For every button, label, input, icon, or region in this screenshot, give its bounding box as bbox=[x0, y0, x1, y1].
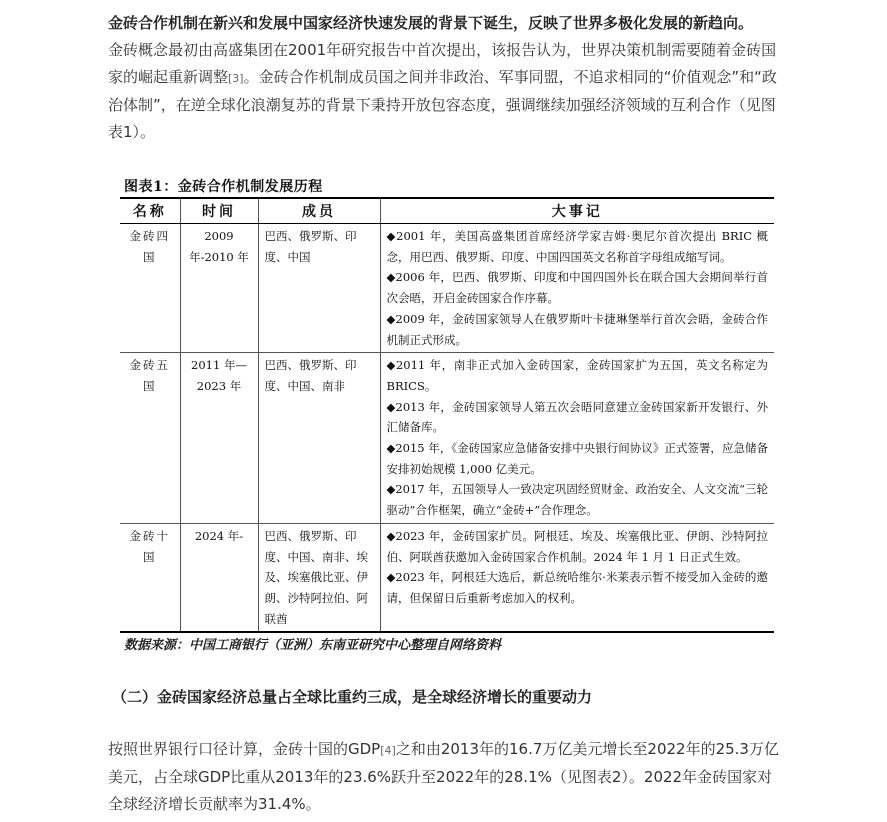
row-members: 巴西、俄罗斯、印度、中国、南非、埃及、埃塞俄比亚、伊朗、沙特阿拉伯、阿联酋 bbox=[258, 523, 380, 632]
section-body-part2: 之和由2013年的16.7万亿美元增长至2022年的25.3万亿美元，占全球GDP比重从2013年的23.6%跃升至2022年的28.1%（见图表2）。2022年金砖国家对全球经济增长贡献率为31.4%。 bbox=[108, 740, 779, 813]
row-time: 2011 年—2023 年 bbox=[180, 353, 258, 524]
header-name: 名称 bbox=[120, 198, 180, 224]
event-item: ◆2001 年，美国高盛集团首席经济学家吉姆·奥尼尔首次提出 BRIC 概念，用巴西、俄罗斯、印度、中国四国英文名称首字母组成缩写词。 bbox=[386, 229, 768, 264]
table-row bbox=[120, 353, 774, 524]
row-events bbox=[380, 353, 774, 524]
reference-link-4[interactable]: [4] bbox=[380, 744, 396, 757]
row-time: 2024 年- bbox=[180, 523, 258, 632]
header-events: 大事记 bbox=[380, 198, 774, 224]
event-item: ◆2023 年，阿根廷大选后，新总统哈维尔·米莱表示暂不接受加入金砖的邀请，但保留日后重新考虑加入的权利。 bbox=[386, 570, 768, 605]
intro-body-part2: 。金砖合作机制成员国之间并非政治、军事同盟，不追求相同的“价值观念”和“政治体制”，在逆全球化浪潮复苏的背景下秉持开放包容态度，强调继续加强经济领域的互利合作（见图表1）。 bbox=[108, 68, 777, 141]
row-members: 巴西、俄罗斯、印度、中国 bbox=[258, 224, 380, 353]
row-events bbox=[380, 224, 774, 353]
row-name: 金砖四国 bbox=[120, 224, 180, 353]
intro-body-part1: 金砖概念最初由高盛集团在2001年研究报告中首次提出，该报告认为，世界决策机制需要随着金砖国家的崛起重新调整 bbox=[108, 41, 777, 86]
row-name: 金砖五国 bbox=[120, 353, 180, 524]
header-members: 成员 bbox=[258, 198, 380, 224]
intro-heading: 金砖合作机制在新兴和发展中国家经济快速发展的背景下诞生，反映了世界多极化发展的新趋向。 bbox=[108, 14, 754, 32]
section-body-part1: 按照世界银行口径计算，金砖十国的GDP bbox=[108, 740, 381, 758]
event-item: ◆2023 年，金砖国家扩员。阿根廷、埃及、埃塞俄比亚、伊朗、沙特阿拉伯、阿联酋获邀加入金砖国家合作机制。2024 年 1 月 1 日正式生效。 bbox=[386, 528, 768, 564]
figure-title: 图表1：金砖合作机制发展历程 bbox=[124, 179, 323, 195]
row-members: 巴西、俄罗斯、印度、中国、南非 bbox=[258, 353, 380, 524]
reference-link-3[interactable]: [3] bbox=[228, 72, 244, 85]
figure-source: 数据来源：中国工商银行（亚洲）东南亚研究中心整理自网络资料 bbox=[124, 638, 502, 653]
table-header-row bbox=[120, 198, 774, 224]
table-row bbox=[120, 523, 774, 632]
event-item: ◆2013 年，金砖国家领导人第五次会晤同意建立金砖国家新开发银行、外汇储备库。 bbox=[386, 399, 768, 435]
event-item: ◆2017 年，五国领导人一致决定巩固经贸财金、政治安全、人文交流“三轮驱动”合作框架，确立“金砖+”合作理念。 bbox=[386, 482, 768, 518]
row-name: 金砖十国 bbox=[120, 523, 180, 632]
section-heading: （二）金砖国家经济总量占全球比重约三成，是全球经济增长的重要动力 bbox=[112, 688, 593, 706]
event-item: ◆2015 年，《金砖国家应急储备安排中央银行间协议》正式签署，应急储备安排初始规模 1,000 亿美元。 bbox=[386, 441, 768, 476]
row-events bbox=[380, 523, 774, 632]
section-paragraph bbox=[108, 736, 786, 818]
event-item: ◆2006 年，巴西、俄罗斯、印度和中国四国外长在联合国大会期间举行首次会晤，开启金砖国家合作序幕。 bbox=[386, 270, 768, 306]
intro-paragraph bbox=[108, 10, 786, 146]
table-row bbox=[120, 224, 774, 353]
brics-history-table bbox=[120, 197, 774, 633]
row-time: 2009 年-2010 年 bbox=[180, 224, 258, 353]
header-time: 时间 bbox=[180, 198, 258, 224]
event-item: ◆2009 年，金砖国家领导人在俄罗斯叶卡捷琳堡举行首次会晤，金砖合作机制正式形成。 bbox=[386, 311, 768, 347]
event-item: ◆2011 年，南非正式加入金砖国家，金砖国家扩为五国，英文名称定为 BRICS。 bbox=[386, 358, 768, 393]
